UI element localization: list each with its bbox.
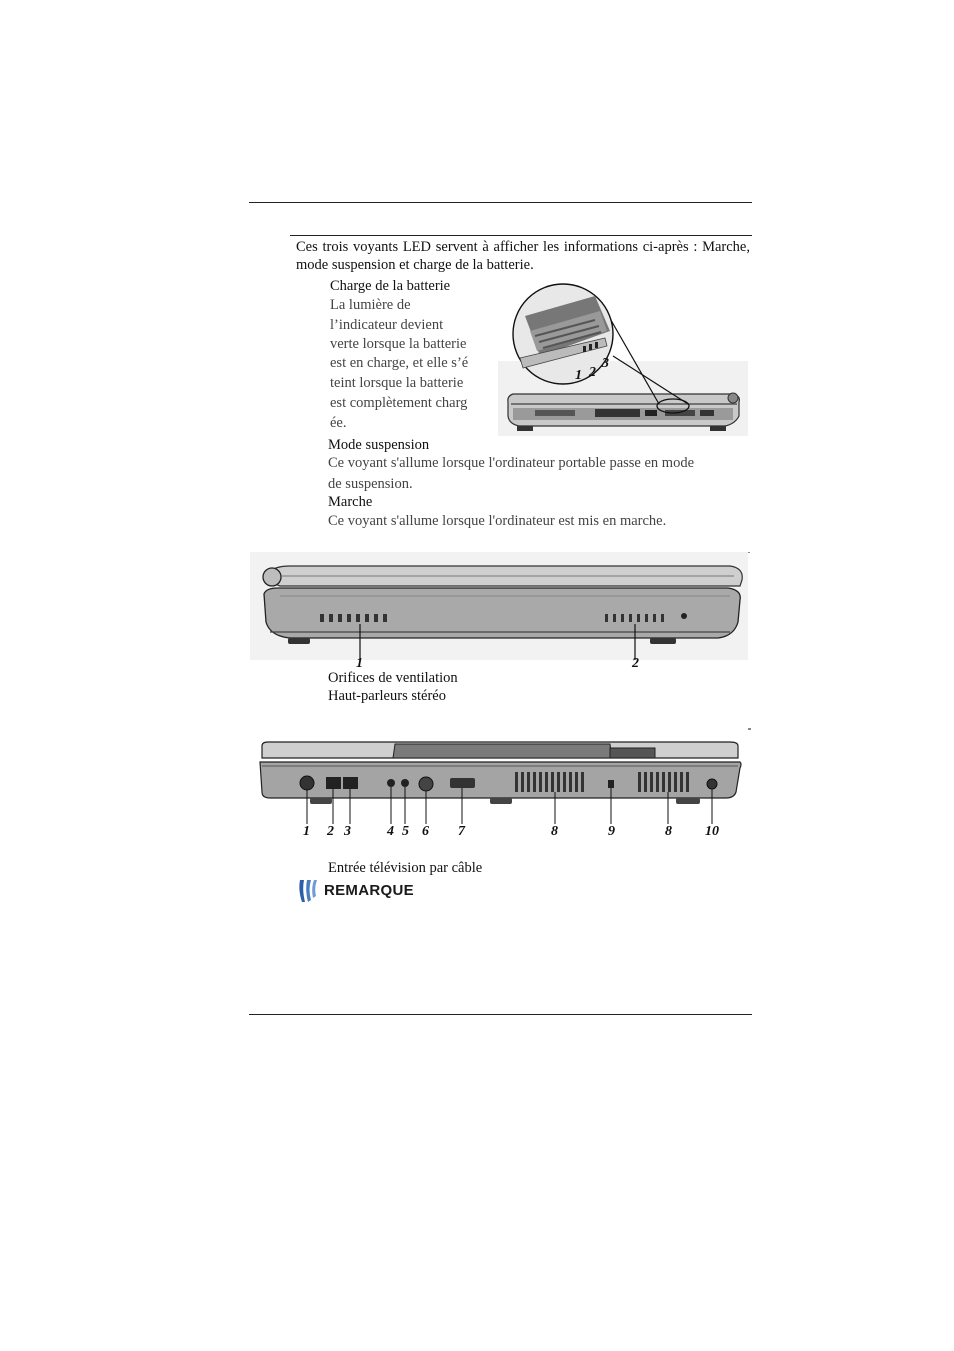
rear-callout-2: 2 — [327, 824, 334, 839]
rear-callout-4: 4 — [387, 824, 394, 839]
rear-callout-8a: 8 — [551, 824, 558, 839]
front-view-illustration — [495, 276, 751, 438]
led-title-suspend: Mode suspension — [328, 437, 430, 453]
front-callout-1: 1 — [575, 368, 582, 383]
intro-paragraph: Ces trois voyants LED servent à afficher les informations ci-après : Marche, mode suspension et charge de la batterie. — [296, 239, 750, 273]
footer-rule — [249, 1014, 752, 1015]
led-desc-battery-line-2: l’indicateur devient — [330, 317, 444, 333]
rear-callout-8b: 8 — [665, 824, 672, 839]
rear-callout-7: 7 — [458, 824, 465, 839]
led-desc-battery-line-3: verte lorsque la batterie — [330, 336, 467, 352]
led-desc-battery-line-7: ée. — [330, 415, 347, 431]
rear-callout-6: 6 — [422, 824, 429, 839]
rear-item-cable-tv: Entrée télévision par câble — [328, 860, 483, 876]
led-desc-suspend-line-2: de suspension. — [328, 476, 413, 492]
rear-callout-9: 9 — [608, 824, 615, 839]
led-title-battery: Charge de la batterie — [330, 278, 451, 294]
side-callout-1: 1 — [356, 656, 363, 671]
led-desc-battery-line-6: est complètement charg — [330, 395, 468, 411]
rear-callout-1: 1 — [303, 824, 310, 839]
led-desc-power-line-1: Ce voyant s'allume lorsque l'ordinateur est mis en marche. — [328, 513, 667, 529]
rear-callout-10: 10 — [705, 824, 719, 839]
note-label: REMARQUE — [324, 882, 414, 899]
rear-callout-5: 5 — [402, 824, 409, 839]
led-desc-battery-line-1: La lumière de — [330, 297, 411, 313]
side-item-speakers: Haut-parleurs stéréo — [328, 688, 446, 704]
led-desc-battery-line-5: teint lorsque la batterie — [330, 375, 464, 391]
led-title-power: Marche — [328, 494, 373, 510]
front-callout-3: 3 — [602, 356, 609, 371]
section-rule — [290, 235, 752, 236]
side-callout-2: 2 — [632, 656, 639, 671]
led-desc-suspend-line-1: Ce voyant s'allume lorsque l'ordinateur portable passe en mode — [328, 455, 695, 471]
rear-callout-3: 3 — [344, 824, 351, 839]
front-callout-2: 2 — [589, 365, 596, 380]
rear-view-illustration — [250, 728, 752, 828]
led-desc-battery-line-4: est en charge, et elle s’é — [330, 355, 469, 371]
side-item-ventilation: Orifices de ventilation — [328, 670, 458, 686]
side-view-illustration — [250, 552, 752, 662]
note-icon — [296, 878, 320, 904]
header-rule — [249, 202, 752, 203]
